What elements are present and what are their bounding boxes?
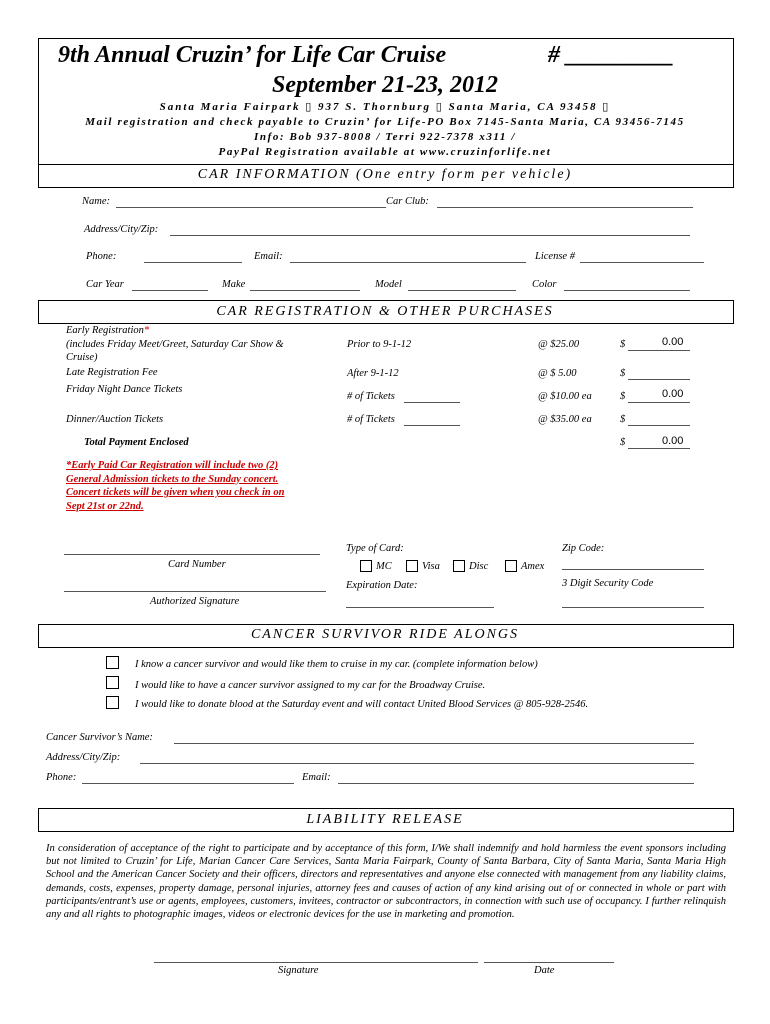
early-dollar: $ <box>620 339 626 350</box>
mc-label: MC <box>376 561 392 572</box>
dinner-tickets-label: Dinner/Auction Tickets <box>66 414 164 425</box>
car-year-label: Car Year <box>86 279 124 290</box>
car-club-label: Car Club: <box>386 196 429 207</box>
late-amount-input[interactable] <box>628 379 690 380</box>
email-label: Email: <box>254 251 283 262</box>
liability-signature-label: Signature <box>278 965 319 976</box>
liability-text: In consideration of acceptance of the right to participate and by acceptance of this form, I/We shall indemnify and hold harmless the event sponsors including but not limited to Cruzin’ for Life, Marian Cancer Care Services, Santa Maria Fairpark, County of Santa Barbara, City of Santa Maria, Santa Maria High School and the American Cancer Society and their officers, directors and representatives and anyone else connected with management from any liability claims, demands, costs, expenses, property damage, personal injuries, attorney fees and causes of action of any kind arising out of or connected in whole or part with participants/entrant’s use or agents, employees, customers, invitees, contractor or subcontractors, in connection with such use of occupancy. I further relinquish any and all rights to photographic images, videos or electronic devices for the use in marketing and promotion. <box>46 843 726 921</box>
authorized-signature-label: Authorized Signature <box>150 596 240 607</box>
email-input[interactable] <box>290 262 526 263</box>
dance-qty-label: # of Tickets <box>347 391 395 402</box>
dance-price: @ $10.00 ea <box>538 391 592 402</box>
liability-date-label: Date <box>534 965 555 976</box>
early-registration-note: *Early Paid Car Registration will include two (2) General Admission tickets to the Sunday concert. Concert tickets will be given when you check in on Sept 21st or 22nd. <box>66 460 285 512</box>
dance-amount[interactable]: 0.00 <box>662 388 684 400</box>
total-amount[interactable]: 0.00 <box>662 435 684 447</box>
model-label: Model <box>375 279 402 290</box>
color-input[interactable] <box>564 290 690 291</box>
expiration-label: Expiration Date: <box>346 580 418 591</box>
entry-number: # _________ <box>548 42 674 68</box>
late-registration-label: Late Registration Fee <box>66 367 158 378</box>
dance-tickets-label: Friday Night Dance Tickets <box>66 384 183 395</box>
survivor-option-1-checkbox[interactable] <box>106 656 119 669</box>
license-input[interactable] <box>580 262 704 263</box>
dinner-qty-input[interactable] <box>404 425 460 426</box>
survivor-heading: CANCER SURVIVOR RIDE ALONGS <box>250 627 520 642</box>
early-price: @ $25.00 <box>538 339 580 350</box>
dance-amount-line <box>628 402 690 403</box>
expiration-input[interactable] <box>346 607 494 608</box>
registration-heading: CAR REGISTRATION & OTHER PURCHASES <box>216 304 554 319</box>
address-input[interactable] <box>170 235 690 236</box>
liability-signature-input[interactable] <box>154 962 478 963</box>
late-dollar: $ <box>620 368 626 379</box>
license-label: License # <box>535 251 575 262</box>
mc-checkbox[interactable] <box>360 560 372 572</box>
survivor-email-input[interactable] <box>338 783 694 784</box>
car-info-heading: CAR INFORMATION (One entry form per vehicle) <box>197 167 573 182</box>
visa-checkbox[interactable] <box>406 560 418 572</box>
phone-label: Phone: <box>86 251 117 262</box>
event-dates: September 21-23, 2012 <box>272 72 498 98</box>
paypal-note: PayPal Registration available at www.cruzinforlife.net <box>218 146 552 158</box>
late-when: After 9-1-12 <box>347 368 399 379</box>
survivor-option-3-checkbox[interactable] <box>106 696 119 709</box>
car-club-input[interactable] <box>437 207 693 208</box>
model-input[interactable] <box>408 290 516 291</box>
disc-checkbox[interactable] <box>453 560 465 572</box>
visa-label: Visa <box>422 561 440 572</box>
zip-code-input[interactable] <box>562 569 704 570</box>
early-when: Prior to 9-1-12 <box>347 339 412 350</box>
late-price: @ $ 5.00 <box>538 368 577 379</box>
color-label: Color <box>532 279 557 290</box>
survivor-phone-label: Phone: <box>46 772 77 783</box>
event-address: Santa Maria Fairpark ▯ 937 S. Thornburg ▯ Santa Maria, CA 93458 ▯ <box>159 101 611 113</box>
amex-label: Amex <box>521 561 545 572</box>
mail-instructions: Mail registration and check payable to Cruzin’ for Life-PO Box 7145-Santa Maria, CA 93456-7145 <box>85 116 685 128</box>
zip-code-label: Zip Code: <box>562 543 605 554</box>
amex-checkbox[interactable] <box>505 560 517 572</box>
survivor-address-label: Address/City/Zip: <box>46 752 121 763</box>
disc-label: Disc <box>469 561 489 572</box>
make-label: Make <box>222 279 246 290</box>
name-label: Name: <box>82 196 110 207</box>
total-payment-label: Total Payment Enclosed <box>84 437 189 448</box>
info-phones: Info: Bob 937-8008 / Terri 922-7378 x311 / <box>253 131 517 143</box>
security-code-label: 3 Digit Security Code <box>562 578 654 589</box>
survivor-option-3-label: I would like to donate blood at the Saturday event and will contact United Blood Services @ 805-928-2546. <box>135 699 589 710</box>
liability-heading: LIABILITY RELEASE <box>306 812 464 827</box>
early-registration-star: * <box>143 325 150 336</box>
security-code-input[interactable] <box>562 607 704 608</box>
liability-date-input[interactable] <box>484 962 614 963</box>
survivor-option-2-label: I would like to have a cancer survivor assigned to my car for the Broadway Cruise. <box>135 680 486 691</box>
car-year-input[interactable] <box>132 290 208 291</box>
authorized-signature-input[interactable] <box>64 591 326 592</box>
total-dollar: $ <box>620 437 626 448</box>
survivor-name-input[interactable] <box>174 743 694 744</box>
early-registration-text: Early Registration <box>66 325 144 336</box>
name-input[interactable] <box>116 207 386 208</box>
type-of-card-label: Type of Card: <box>346 543 404 554</box>
dinner-dollar: $ <box>620 414 626 425</box>
event-title: 9th Annual Cruzin’ for Life Car Cruise <box>58 42 447 68</box>
dinner-qty-label: # of Tickets <box>347 414 395 425</box>
dance-dollar: $ <box>620 391 626 402</box>
card-number-input[interactable] <box>64 554 320 555</box>
phone-input[interactable] <box>144 262 242 263</box>
early-registration-label <box>66 325 149 336</box>
total-amount-line <box>628 448 690 449</box>
survivor-address-input[interactable] <box>140 763 694 764</box>
early-registration-desc: (includes Friday Meet/Greet, Saturday Car Show & Cruise) <box>66 339 284 363</box>
survivor-option-1-label: I know a cancer survivor and would like them to cruise in my car. (complete information below) <box>135 659 538 670</box>
survivor-option-2-checkbox[interactable] <box>106 676 119 689</box>
card-number-label: Card Number <box>168 559 226 570</box>
dance-qty-input[interactable] <box>404 402 460 403</box>
dinner-price: @ $35.00 ea <box>538 414 592 425</box>
address-label: Address/City/Zip: <box>84 224 159 235</box>
early-amount-line <box>628 350 690 351</box>
survivor-phone-input[interactable] <box>82 783 294 784</box>
early-amount[interactable]: 0.00 <box>662 336 684 348</box>
survivor-email-label: Email: <box>302 772 331 783</box>
survivor-name-label: Cancer Survivor’s Name: <box>46 732 153 743</box>
make-input[interactable] <box>250 290 360 291</box>
dinner-amount-input[interactable] <box>628 425 690 426</box>
